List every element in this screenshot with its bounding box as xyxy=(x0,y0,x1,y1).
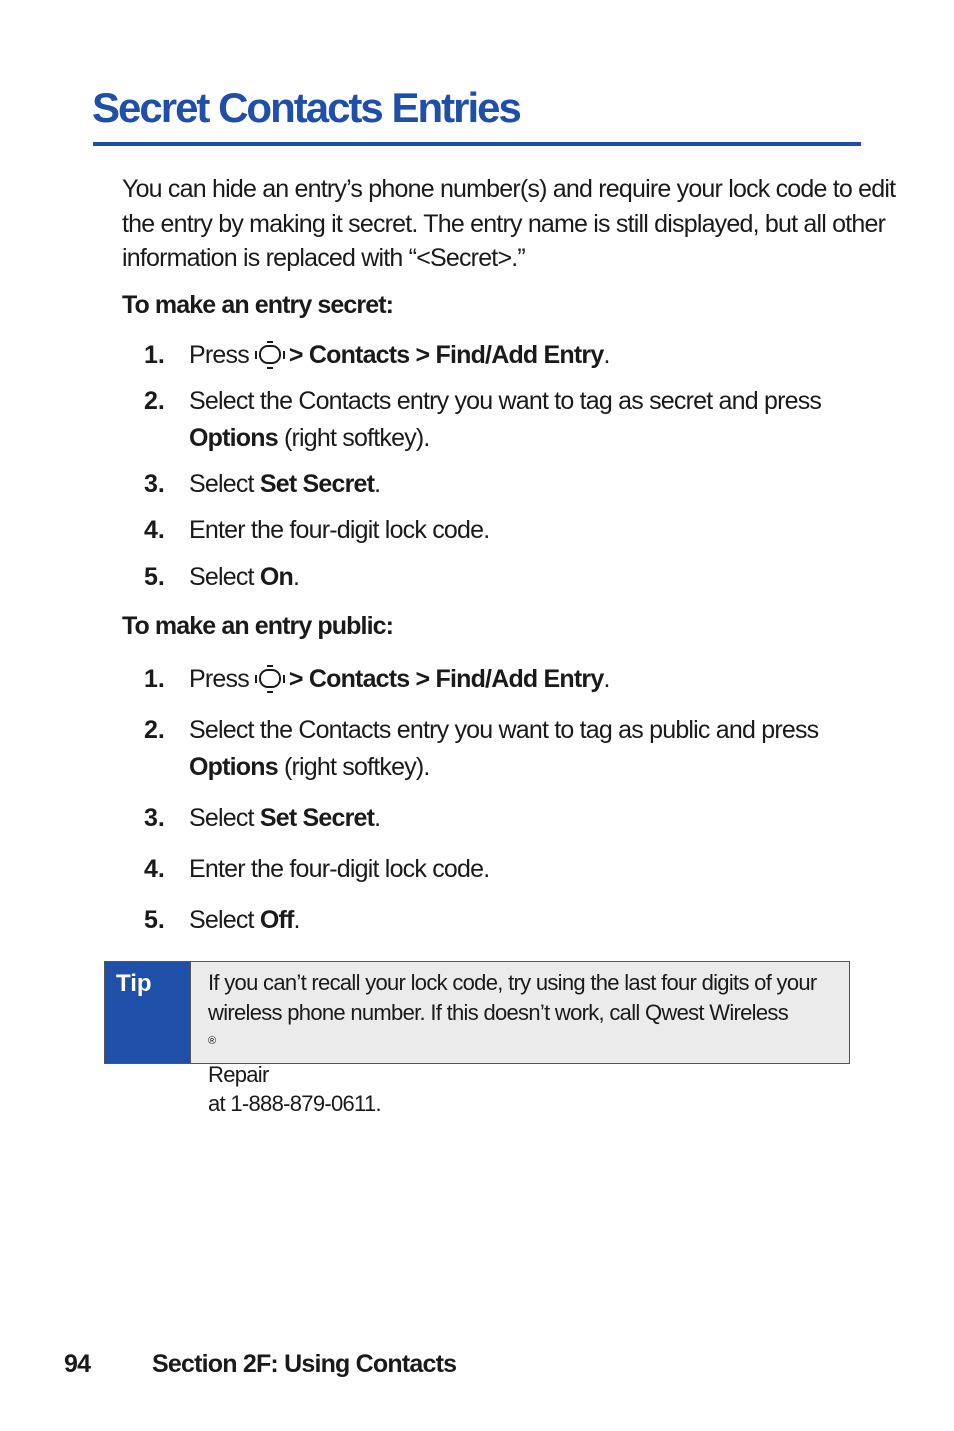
tip-label: Tip xyxy=(105,962,191,1063)
step-path: > Contacts > Find/Add Entry xyxy=(288,341,604,369)
section-title: Section 2F: Using Contacts xyxy=(152,1350,457,1378)
title-rule xyxy=(93,142,861,146)
intro-line: You can hide an entry’s phone number(s) and require your lock code to edit xyxy=(122,175,896,203)
step-number: 1. xyxy=(144,665,165,693)
set-secret-option: Set Secret xyxy=(259,804,375,832)
step-text: Enter the four-digit lock code. xyxy=(189,855,490,883)
step-text: Enter the four-digit lock code. xyxy=(189,516,490,544)
step-number: 3. xyxy=(144,470,165,498)
step-number: 3. xyxy=(144,804,165,832)
intro-paragraph xyxy=(122,172,896,276)
options-softkey: Options xyxy=(189,753,278,781)
intro-line: information is replaced with “<Secret>.” xyxy=(122,244,525,272)
secret-heading: To make an entry secret: xyxy=(122,291,394,319)
set-secret-option: Set Secret xyxy=(259,470,375,498)
step-number: 5. xyxy=(144,563,165,591)
intro-line: the entry by making it secret. The entry name is still displayed, but all other xyxy=(122,209,886,238)
options-softkey: Options xyxy=(189,424,278,452)
step-number: 1. xyxy=(144,341,165,369)
page-title: Secret Contacts Entries xyxy=(92,84,520,131)
step-number: 2. xyxy=(144,716,165,744)
public-heading: To make an entry public: xyxy=(122,612,394,640)
step-number: 2. xyxy=(144,387,165,415)
menu-key-icon xyxy=(253,664,287,694)
on-option: On xyxy=(259,563,293,591)
page-number: 94 xyxy=(64,1350,91,1378)
step-text: Select the Contacts entry you want to tag as secret and press xyxy=(189,387,822,415)
step-text: Press xyxy=(189,341,249,369)
step-number: 4. xyxy=(144,516,165,544)
registered-mark: ® xyxy=(208,1035,216,1047)
tip-box xyxy=(104,961,850,1117)
off-option: Off xyxy=(259,906,294,934)
step-number: 4. xyxy=(144,855,165,883)
step-number: 5. xyxy=(144,906,165,934)
step-path: > Contacts > Find/Add Entry xyxy=(288,665,604,693)
menu-key-icon xyxy=(253,340,287,370)
tip-text: If you can’t recall your lock code, try using the last four digits of your wireless phone number. If this doesn’t work, call Qwest Wireless ® Repair at 1-888-879-0611. xyxy=(208,970,817,1117)
step-text: Press xyxy=(189,665,249,693)
step-text: Select the Contacts entry you want to tag as public and press xyxy=(189,716,819,744)
